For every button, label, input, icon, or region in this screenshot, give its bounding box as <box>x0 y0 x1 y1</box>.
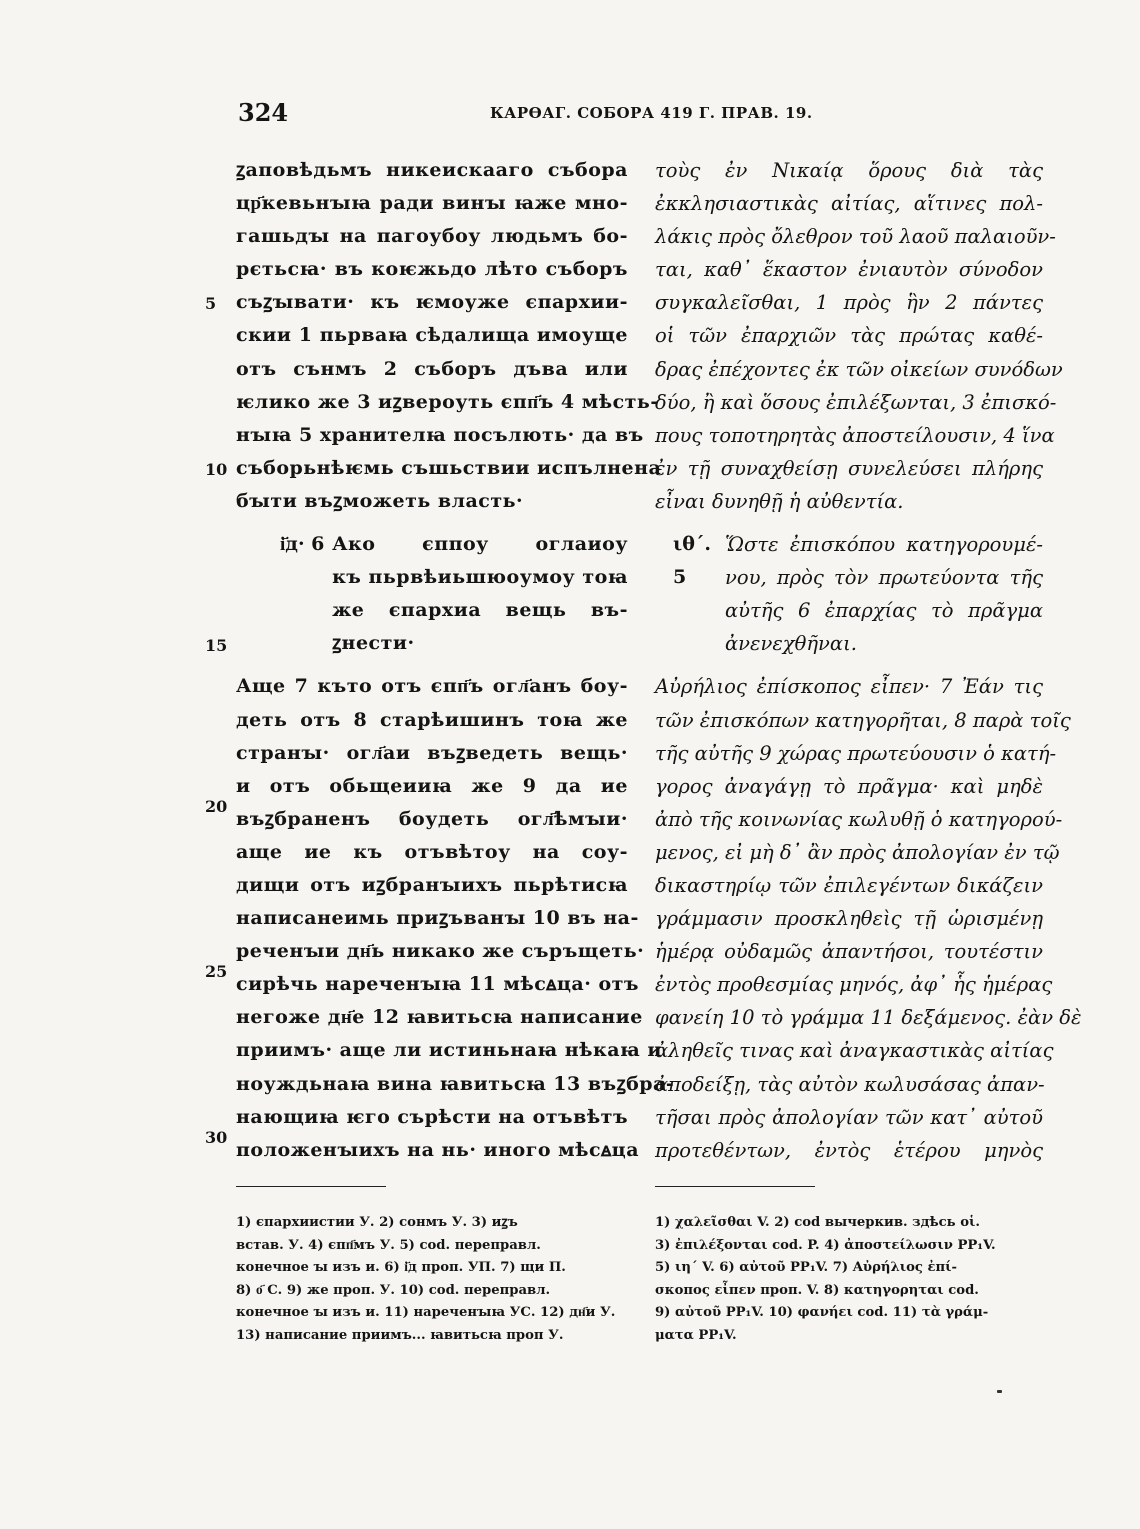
text-line: отъ сънмъ 2 съборъ дъва или <box>236 357 628 380</box>
footnote-line: 8) о҃ С. 9) же проп. У. 10) cod. переправл. <box>236 1282 551 1298</box>
slavonic-column <box>236 154 675 1167</box>
text-line: ἐν τῇ συναχθείσῃ συνελεύσει πλήρης <box>655 456 1043 480</box>
text-line: φανείη 10 τὸ γράμμα 11 δεξάμενος. ἐὰν δὲ <box>655 1006 1082 1030</box>
heading-line: ἀνενεχθῆναι. <box>725 632 857 656</box>
text-line: πους τοποτηρητὰς ἀποστείλουσιν, 4 ἵνα <box>655 423 1055 447</box>
page-header <box>238 98 1038 138</box>
heading-line: νου, πρὸς τὸν πρωτεύοντα τῆς <box>725 566 1043 590</box>
heading-line: Ὥστε ἐπισκόπου κατηγορουμέ- <box>725 533 1043 557</box>
slavonic-paragraph-1 <box>236 154 662 518</box>
line-number: 30 <box>205 1128 228 1147</box>
text-line: ἐντὸς προθεσμίας μηνός, ἀφ᾽ ἧς ἡμέρας <box>655 973 1053 997</box>
heading-line: ꙁнести· <box>332 632 415 655</box>
text-line: Αὐρήλιος ἐπίσκοπος εἶπεν· 7 Ἐάν τις <box>655 675 1043 699</box>
text-line: δύο, ἢ καὶ ὅσους ἐπιλέξωνται, 3 ἐπισκό- <box>655 390 1057 414</box>
footnote-divider <box>236 1186 386 1187</box>
text-line: въꙁбраненъ боудеть огл҃ѣмꙑи· <box>236 807 628 830</box>
text-line: приимъ· аще ли истиньнаꙗ нѣкаꙗ и <box>236 1039 662 1062</box>
text-line: γράμμασιν προσκληθεὶς τῇ ὡρισμένῃ <box>655 907 1043 931</box>
text-line: деть отъ 8 старѣишинъ тоꙗ же <box>236 708 628 731</box>
text-line: τῶν ἐπισκόπων κατηγορῆται, 8 παρὰ τοῖς <box>655 708 1071 732</box>
text-line: негоже дн҃е 12 ꙗвитьсꙗ написание <box>236 1006 643 1029</box>
slavonic-canon-heading <box>236 528 628 660</box>
text-line: аще ие къ отъвѣтоу на соу- <box>236 840 628 863</box>
text-line: съꙁꙑвати· къ ѥмоуже єпархии- <box>236 291 628 314</box>
text-line: ται, καθ᾽ ἕκαστον ἐνιαυτὸν σύνοδον <box>655 258 1043 282</box>
text-line: нающиꙗ ѥго сърѣсти на отъвѣтъ <box>236 1105 629 1128</box>
greek-paragraph-2 <box>655 670 1082 1166</box>
heading-line: къ пьрвѣиьшюоумоу тоꙗ <box>332 566 628 589</box>
text-line: цр҃кевьнꙑꙗ ради винꙑ ꙗже мно- <box>236 192 628 215</box>
text-line: συγκαλεῖσθαι, 1 πρὸς ἣν 2 πάντες <box>655 291 1043 315</box>
line-number: 5 <box>205 294 217 313</box>
footnote-line: σκοπος εἶπεν проп. V. 8) κατηγορηται cod. <box>655 1282 979 1298</box>
line-number: 20 <box>205 797 228 816</box>
running-head: КАРѲАГ. СОБОРА 419 Г. ПРАВ. 19. <box>490 104 813 122</box>
footnote-line: 3) ἐπιλέξονται cod. P. 4) ἀποστείλωσιν PP₁V. <box>655 1237 996 1253</box>
canon-number: ιθ΄. 5 <box>673 533 711 589</box>
text-line: προτεθέντων, ἐντὸς ἑτέρου μηνὸς <box>655 1138 1043 1162</box>
text-line: съборьнѣѥмь съшьствии испълнена <box>236 456 662 479</box>
footnote-line: 1) χαλεῖσθαι V. 2) cod вычеркив. здѣсь οἱ. <box>655 1215 980 1230</box>
text-line: τοὺς ἐν Νικαίᾳ ὅρους διὰ τὰς <box>655 159 1043 182</box>
footnote-line: 13) написание приимъ... ꙗвитьсꙗ проп У. <box>236 1327 564 1343</box>
text-line: ἀπὸ τῆς κοινωνίας κωλυθῇ ὁ κατηγορού- <box>655 807 1063 831</box>
footnote-line: 9) αὐτοῦ PP₁V. 10) φανήει cod. 11) τὰ γράμ- <box>655 1305 989 1320</box>
footnote-line: 5) ιη΄ V. 6) αὐτοῦ PP₁V. 7) Αὐρήλιος ἐπί- <box>655 1260 958 1275</box>
text-line: ꙁаповѣдьмъ никеискааго събора <box>236 159 628 181</box>
text-line: τῆσαι πρὸς ἀπολογίαν τῶν κατ᾽ αὐτοῦ <box>655 1105 1043 1129</box>
text-line: странꙑ· огл҃аи въꙁведеть вещь· <box>236 741 628 764</box>
line-number: 10 <box>205 460 228 479</box>
text-line: положенꙑихъ на нь· иного мѣсꙙца <box>236 1138 640 1161</box>
text-line: ἐκκλησιαστικὰς αἰτίας, αἵτινες πολ- <box>655 192 1043 216</box>
slavonic-footnotes <box>236 1212 626 1347</box>
slavonic-paragraph-2 <box>236 670 675 1166</box>
canon-number: і҃д· 6 <box>280 533 325 556</box>
text-line: οἱ τῶν ἐπαρχιῶν τὰς πρώτας καθέ- <box>655 324 1043 348</box>
heading-line: Ако єппоу оглаиоу <box>332 533 628 556</box>
text-line: скии 1 пьрваꙗ сѣдалища имоуще <box>236 324 628 347</box>
line-number: 25 <box>205 962 228 981</box>
greek-paragraph-1 <box>655 154 1063 518</box>
text-line: Аще 7 къто отъ єпп҃ъ огл҃анъ боу- <box>236 675 628 698</box>
text-line: нꙑꙗ 5 хранителꙗ посълють· да въ <box>236 423 644 446</box>
text-line: ноуждьнаꙗ вина ꙗвитьсꙗ 13 въꙁбра- <box>236 1072 675 1095</box>
text-line: дищи отъ иꙁбранꙑихъ пьрѣтисꙗ <box>236 873 628 896</box>
text-line: εἶναι δυνηθῇ ἡ αὐθεντία. <box>655 489 904 513</box>
text-line: написанеимь приꙁъванꙑ 10 въ на- <box>236 907 639 930</box>
text-line: и отъ обьщеииꙗ же 9 да ие <box>236 774 628 797</box>
text-line: λάκις πρὸς ὄλεθρον τοῦ λαοῦ παλαιοῦν- <box>655 225 1056 249</box>
text-line: γορος ἀναγάγῃ τὸ πρᾶγμα· καὶ μηδὲ <box>655 774 1043 798</box>
text-line: ἀποδείξῃ, τὰς αὐτὸν κωλυσάσας ἀπαν- <box>655 1072 1045 1096</box>
page-number: 324 <box>238 98 289 127</box>
text-line: рєтьсꙗ· въ коѥжьдо лѣто съборъ <box>236 258 628 281</box>
footnote-line: ματα PP₁V. <box>655 1327 737 1343</box>
text-line: μενος, εἰ μὴ δ᾽ ἂν πρὸς ἀπολογίαν ἐν τῷ <box>655 840 1060 864</box>
footnote-divider <box>655 1186 815 1187</box>
line-number: 15 <box>205 636 228 655</box>
footnote-line: конечное ꙑ изъ и. 6) і҃д проп. УП. 7) щи П. <box>236 1260 566 1275</box>
greek-footnotes <box>655 1212 1045 1347</box>
footnote-line: 1) єпархиистии У. 2) сонмъ У. 3) иꙁъ <box>236 1215 518 1230</box>
text-line: сирѣчь нареченꙑꙗ 11 мѣсꙙца· отъ <box>236 973 639 996</box>
text-line: гашьдꙑ на пагоубоу людьмъ бо- <box>236 225 628 248</box>
footnote-line: встав. У. 4) єпп҃мъ У. 5) cod. переправл. <box>236 1237 541 1253</box>
text-line: ѥлико же 3 иꙁвероуть єпп҃ъ 4 мѣсть- <box>236 390 659 413</box>
text-line: реченꙑи дн҃ь никако же съръщеть· <box>236 940 645 963</box>
greek-canon-heading <box>655 528 1043 660</box>
text-line: ἀληθεῖς τινας καὶ ἀναγκαστικὰς αἰτίας <box>655 1039 1054 1063</box>
text-line: τῆς αὐτῆς 9 χώρας πρωτεύουσιν ὁ κατή- <box>655 741 1057 765</box>
heading-line: же єпархиа вещь въ- <box>332 599 628 622</box>
text-line: δρας ἐπέχοντες ἐκ τῶν οἰκείων συνόδων <box>655 357 1063 381</box>
footnote-line: конечное ꙑ изъ и. 11) нареченꙑꙗ УС. 12) дн҃и У. <box>236 1305 616 1320</box>
text-line: δικαστηρίῳ τῶν ἐπιλεγέντων δικάζειν <box>655 873 1043 897</box>
text-line: бꙑти въꙁможеть власть· <box>236 489 524 512</box>
greek-column <box>655 154 1082 1167</box>
ink-speck <box>997 1390 1002 1393</box>
heading-line: αὐτῆς 6 ἐπαρχίας τὸ πρᾶγμα <box>725 599 1043 623</box>
text-line: ἡμέρᾳ οὐδαμῶς ἀπαντήσοι, τουτέστιν <box>655 940 1043 964</box>
